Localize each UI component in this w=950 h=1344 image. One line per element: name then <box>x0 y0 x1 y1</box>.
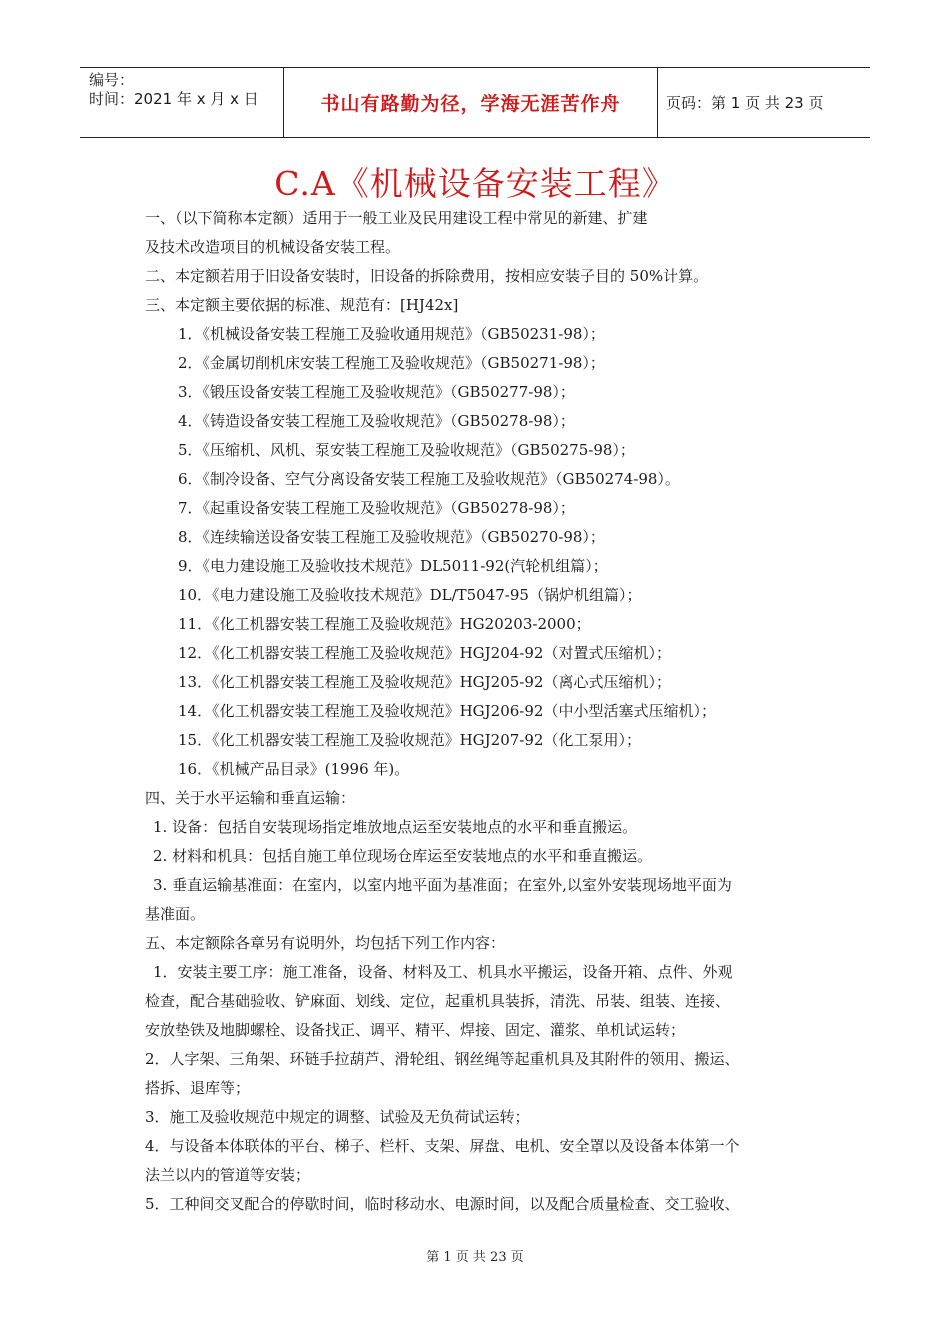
list-item: 11．《化工机器安装工程施工及验收规范》HG20203-2000； <box>178 615 591 633</box>
page-footer: 第 1 页 共 23 页 <box>426 1250 524 1265</box>
header-meta <box>80 68 283 137</box>
list-item: 10．《电力建设施工及验收技术规范》DL/T5047-95（锅炉机组篇）； <box>178 586 642 604</box>
paragraph-line: 四、关于水平运输和垂直运输： <box>145 789 356 807</box>
list-item: 7．《起重设备安装工程施工及验收规范》（GB50278-98）； <box>178 499 575 517</box>
list-item: 16．《机械产品目录》(1996 年)。 <box>178 760 410 778</box>
document-body <box>145 204 825 1219</box>
list-item: 9．《电力建设施工及验收技术规范》DL5011-92(汽轮机组篇）； <box>178 557 608 575</box>
list-item: 8．《连续输送设备安装工程施工及验收规范》（GB50270-98）； <box>178 528 605 546</box>
paragraph-line: 搭拆、退库等； <box>145 1079 251 1097</box>
list-item: 3．《锻压设备安装工程施工及验收规范》（GB50277-98）； <box>178 383 575 401</box>
list-item: 2. 材料和机具：包括自施工单位现场仓库运至安装地点的水平和垂直搬运。 <box>153 847 653 865</box>
document-header <box>80 67 870 138</box>
list-item: 14．《化工机器安装工程施工及验收规范》HGJ206-92（中小型活塞式压缩机）； <box>178 702 716 720</box>
list-item: 2．人字架、三角架、环链手拉葫芦、滑轮组、钢丝绳等起重机具及其附件的领用、搬运、 <box>145 1050 740 1068</box>
list-item: 6．《制冷设备、空气分离设备安装工程施工及验收规范》（GB50274-98）。 <box>178 470 680 488</box>
paragraph-line: 二、本定额若用于旧设备安装时，旧设备的拆除费用，按相应安装子目的 50%计算。 <box>145 267 709 285</box>
list-item: 5．《压缩机、风机、泵安装工程施工及验收规范》（GB50275-98）； <box>178 441 635 459</box>
paragraph-line: 三、本定额主要依据的标准、规范有：[HJ42x] <box>145 296 459 314</box>
paragraph-line: 检查，配合基础验收、铲麻面、划线、定位，起重机具装拆，清洗、吊装、组装、连接、 <box>145 992 731 1010</box>
paragraph-line: 五、本定额除各章另有说明外，均包括下列工作内容： <box>145 934 506 952</box>
paragraph-line: 安放垫铁及地脚螺栓、设备找正、调平、精平、焊接、固定、灌浆、单机试运转； <box>145 1021 686 1039</box>
list-item: 4．《铸造设备安装工程施工及验收规范》（GB50278-98）； <box>178 412 575 430</box>
list-item: 4．与设备本体联体的平台、梯子、栏杆、支架、屏盘、电机、安全罩以及设备本体第一个 <box>145 1137 740 1155</box>
number-label: 编号： <box>89 71 135 89</box>
paragraph-line: 一、（以下简称本定额）适用于一般工业及民用建设工程中常见的新建、扩建 <box>145 209 648 227</box>
paragraph-line: 法兰以内的管道等安装； <box>145 1166 311 1184</box>
paragraph-line: 及技术改造项目的机械设备安装工程。 <box>145 238 401 256</box>
time-label: 时间：2021 年 x 月 x 日 <box>89 90 259 108</box>
list-item: 3．施工及验收规范中规定的调整、试验及无负荷试运转； <box>145 1108 530 1126</box>
list-item: 13．《化工机器安装工程施工及验收规范》HGJ205-92（离心式压缩机）； <box>178 673 671 691</box>
list-item: 1. 设备：包括自安装现场指定堆放地点运至安装地点的水平和垂直搬运。 <box>153 818 638 836</box>
list-item: 1．安装主要工序：施工准备，设备、材料及工、机具水平搬运，设备开箱、点件、外观 <box>153 963 733 981</box>
list-item: 12．《化工机器安装工程施工及验收规范》HGJ204-92（对置式压缩机）； <box>178 644 671 662</box>
paragraph-line: 基准面。 <box>145 905 206 923</box>
document-title: C.A《机械设备安装工程》 <box>274 164 676 203</box>
list-item: 3. 垂直运输基准面：在室内，以室内地平面为基准面；在室外,以室外安装现场地平面为 <box>153 876 732 894</box>
list-item: 2．《金属切削机床安装工程施工及验收规范》（GB50271-98）； <box>178 354 605 372</box>
header-page-code: 页码：第 1 页 共 23 页 <box>666 94 824 112</box>
header-motto: 书山有路勤为径，学海无涯苦作舟 <box>283 68 658 137</box>
list-item: 5．工种间交叉配合的停歇时间，临时移动水、电源时间，以及配合质量检查、交工验收、 <box>145 1195 740 1213</box>
list-item: 15．《化工机器安装工程施工及验收规范》HGJ207-92（化工泵用）； <box>178 731 641 749</box>
list-item: 1．《机械设备安装工程施工及验收通用规范》（GB50231-98）； <box>178 325 605 343</box>
